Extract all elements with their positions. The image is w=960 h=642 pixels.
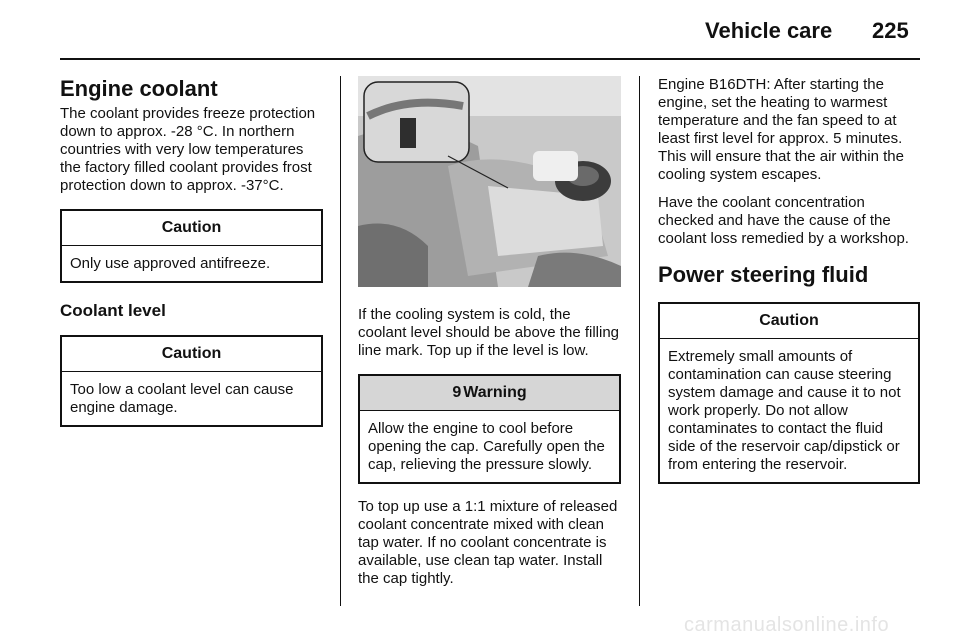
- warning-box: [358, 374, 621, 484]
- paragraph: To top up use a 1:1 mixture of released coolant concentrate mixed with clean tap water. If no coolant concentrate is available, use clean tap water. Install the cap tightly.: [358, 498, 618, 587]
- caution-title: Caution: [62, 211, 321, 246]
- caution-title: Caution: [62, 337, 321, 372]
- intro-paragraph: The coolant provides freeze protection down to approx. -28 °C. In northern countries with very low temperatures the factory filled coolant provides frost protection down to approx. -37°C.: [60, 105, 316, 194]
- caution-box: [658, 302, 920, 484]
- section-heading: Engine coolant: [60, 76, 218, 101]
- paragraph: Have the coolant concentration checked and have the cause of the coolant loss remedied by a workshop.: [658, 194, 909, 247]
- engine-bay-photo: [358, 76, 621, 287]
- column-divider: [639, 76, 640, 606]
- section-heading: Power steering fluid: [658, 262, 869, 287]
- caution-body: Only use approved antifreeze.: [70, 255, 271, 272]
- warning-icon: 9: [452, 384, 462, 401]
- subsection-heading: Coolant level: [60, 301, 166, 320]
- page-number: 225: [872, 18, 909, 43]
- warning-body: Allow the engine to cool before opening the cap. Carefully open the cap, relieving the pressure slowly.: [368, 420, 605, 473]
- header-rule: [60, 58, 920, 60]
- running-header-title: Vehicle care: [705, 18, 833, 43]
- caution-body: Extremely small amounts of contamination can cause steering system damage and cause it to not work properly. Do not allow contaminates to contact the fluid side of the reservoir cap/dipstick or from entering the reservoir.: [668, 348, 901, 473]
- caution-body: Too low a coolant level can cause engine damage.: [70, 381, 294, 416]
- column-left: [60, 76, 323, 441]
- paragraph: Engine B16DTH: After starting the engine, set the heating to warmest temperature and the fan speed to at least first level for approx. 5 minutes. This will ensure that the air within the cooling system escapes.: [658, 76, 904, 183]
- column-right: [658, 76, 920, 498]
- column-divider: [340, 76, 341, 606]
- warning-title: Warning: [463, 384, 527, 401]
- caution-box: [60, 209, 323, 283]
- paragraph: If the cooling system is cold, the coolant level should be above the filling line mark. Top up if the level is low.: [358, 306, 620, 359]
- watermark: carmanualsonline.info: [684, 614, 890, 636]
- column-middle: [358, 76, 621, 598]
- warning-header: [360, 376, 619, 411]
- caution-box: [60, 335, 323, 427]
- caution-title: Caution: [660, 304, 918, 339]
